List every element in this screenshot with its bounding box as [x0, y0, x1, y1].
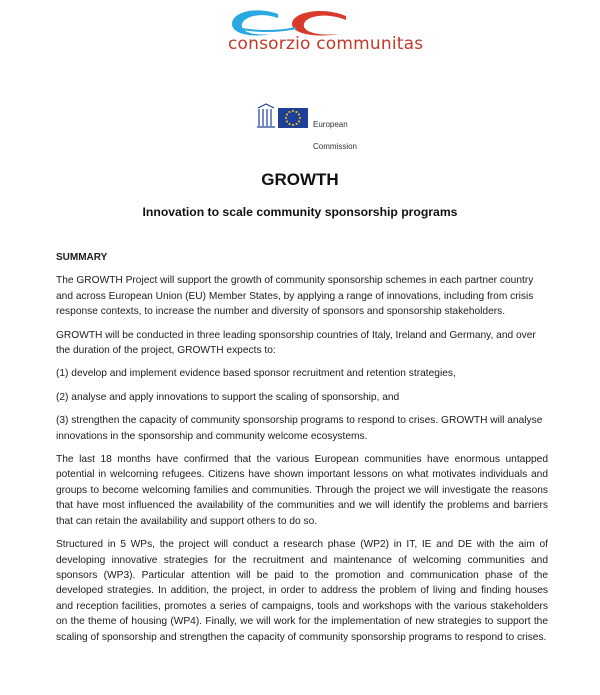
document-title: GROWTH — [261, 170, 339, 189]
ec-label-line1: European — [313, 120, 348, 129]
summary-list-item-1: (1) develop and implement evidence based sponsor recruitment and retention strategies, — [56, 368, 456, 380]
ec-building-icon — [257, 104, 275, 127]
european-commission-label — [313, 108, 357, 163]
summary-paragraph-2: GROWTH will be conducted in three leading sponsorship countries of Italy, Ireland and Germany, and over the duration of the project, GROWTH expects to: — [56, 329, 536, 357]
cc-logo-red-swoosh — [292, 11, 346, 36]
ec-label-line2: Commission — [313, 142, 358, 151]
consorzio-communitas-wordmark: consorzio communitas — [228, 34, 424, 54]
document-subtitle: Innovation to scale community sponsorship programs — [142, 205, 458, 219]
cc-logo-blue-underline — [236, 28, 296, 31]
summary-paragraph-4: Structured in 5 WPs, the project will conduct a research phase (WP2) in IT, IE and DE with the aim of developing innovative strategies for the recruitment and maintenance of welcoming communities and sponsors (WP3). Particular attention will be paid to the promotion and communication phase of the developed strategies. In addition, the project, in order to address the problem of living and finding houses and reception facilities, promotes a series of campaigns, tools and workshops with the various stakeholders on the theme of housing (WP4). Finally, we will work for the implementation of new strategies to support the scaling of sponsorship and strengthen the capacity of community sponsorship programs to respond to crises. — [56, 539, 548, 643]
summary-paragraph-3: The last 18 months have confirmed that the various European communities have enormous untapped potential in welcoming refugees. Citizens have shown important lessons on what motivates individuals and groups to become welcoming families and communities. Through the project we will investigate the reasons that have most influenced the availability of the communities and we will identify the problems and barriers that can retain the availability and support others to do so. — [56, 454, 548, 527]
summary-heading: SUMMARY — [56, 252, 108, 263]
european-commission-logo — [256, 100, 312, 132]
summary-list-item-2: (2) analyse and apply innovations to support the scaling of sponsorship, and — [56, 391, 400, 403]
summary-section — [56, 250, 548, 653]
summary-paragraph-1: The GROWTH Project will support the growth of community sponsorship schemes in each partner country and across European Union (EU) Member States, by applying a range of innovations, including from crisis response contexts, to increase the number and diversity of sponsors and sponsorship stakeholders. — [56, 275, 534, 318]
summary-list-item-3: (3) strengthen the capacity of community sponsorship programs to respond to crises. GROWTH will analyse innovations in the sponsorship and community welcome ecosystems. — [56, 415, 543, 442]
